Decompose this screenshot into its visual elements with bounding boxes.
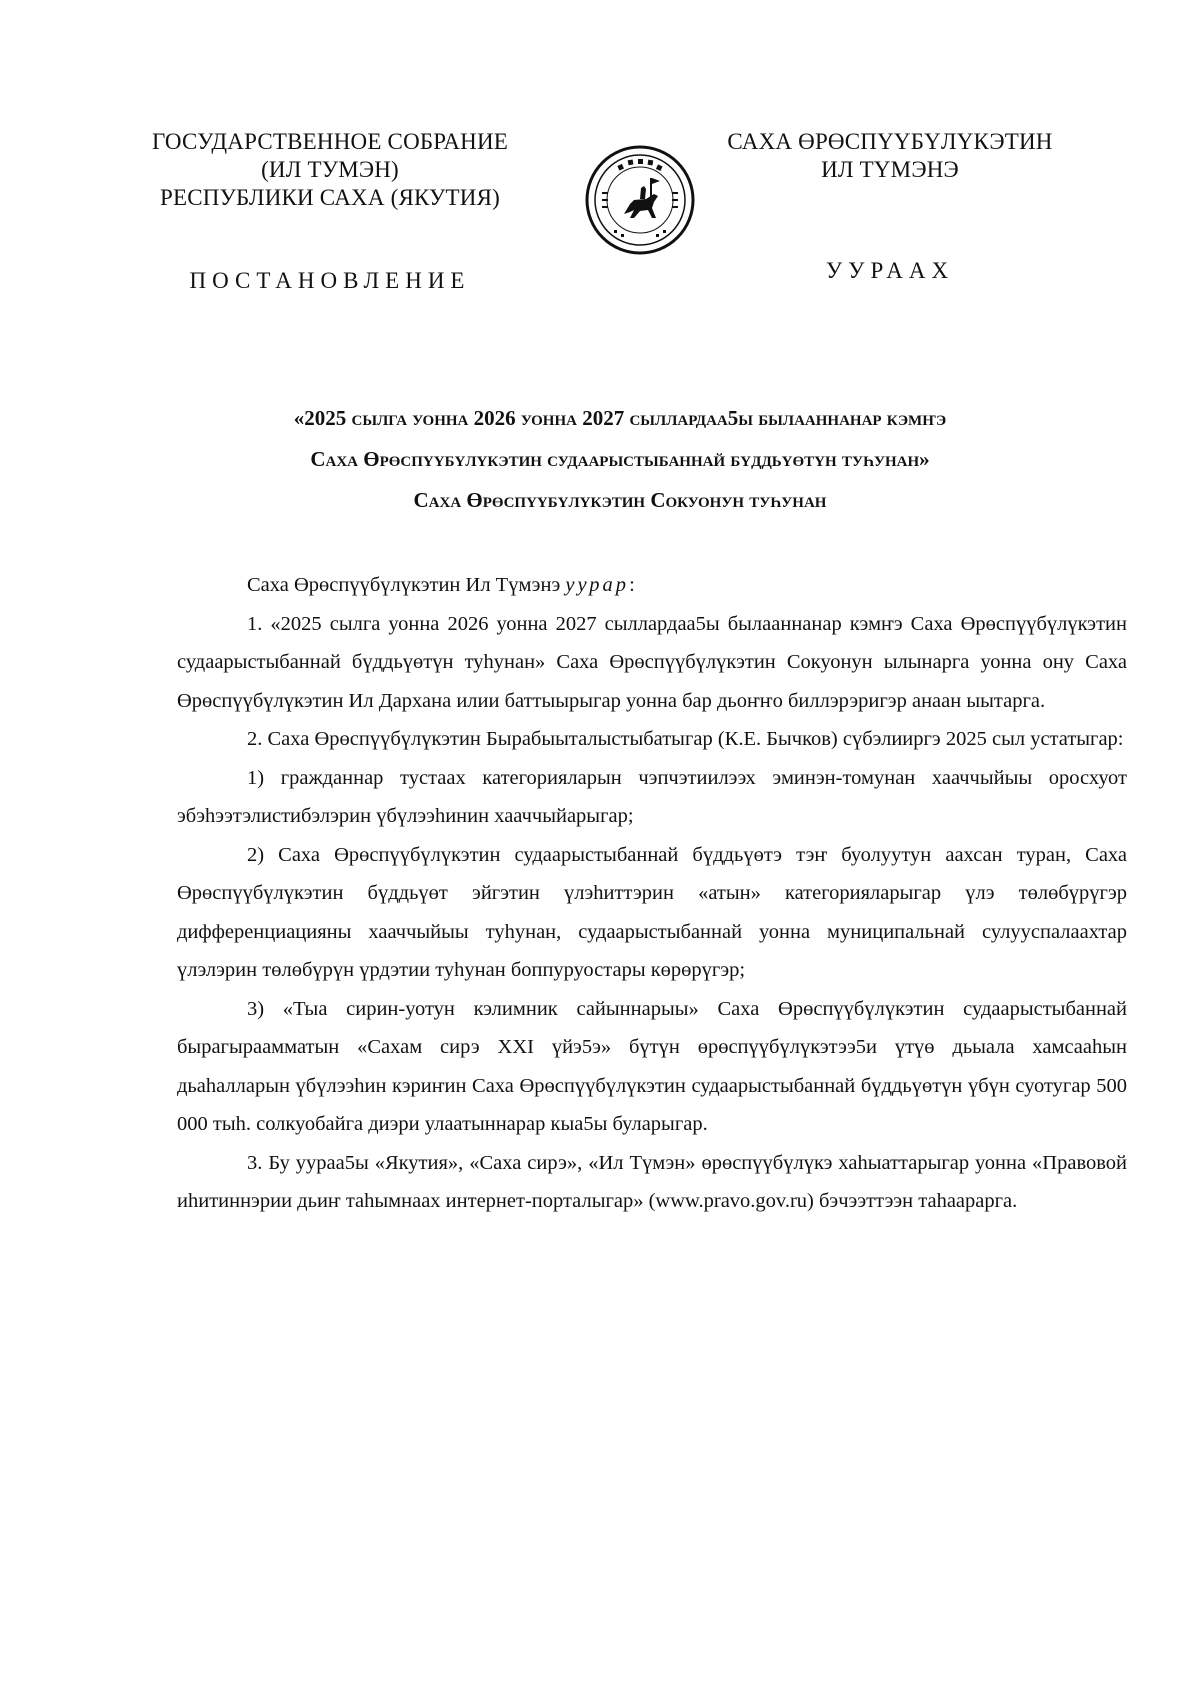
paragraph-2-item-3: 3) «Тыа сирин-уотун кэлимник сайыннарыы» Саха Өрөспүүбүлүкэтин судаарыстыбаннай бырагыраамматын «Сахам сирэ XXI үйэ5э» бүтүн өрөспүүбүлүкэтээ5и үтүө дьыала хамсааһын дьаһалларын үбүлээһин кэриҥин Саха Өрөспүүбүлүкэтин судаарыстыбаннай бүддьүөтүн үбүн суотугар 500 000 тыһ. солкуобайга диэри улаатыннарар кыа5ы буларыгар. [177, 997, 1127, 1135]
paragraph-2-item-1: 1) гражданнар тустаах категорияларын чэпчэтиилээх эминэн-томунан хааччыйыы оросхуот эбэһээтэлистибэлэрин үбүлээһинин хааччыйарыгар; [177, 766, 1127, 827]
paragraph-3: 3. Бу уураа5ы «Якутия», «Саха сирэ», «Ил Түмэн» өрөспүүбүлүкэ хаһыаттарыгар уонна «Правовой иһитиннэрии дьиҥ таһымнаах интернет-порталыгар» (www.pravo.gov.ru) бэчээттээн таһаарарга. [177, 1151, 1127, 1212]
intro-paragraph [177, 566, 1127, 605]
title-line-1: «2025 сылга уонна 2026 уонна 2027 сыллардаа5ы былааннанар кэмҥэ [293, 406, 947, 430]
header-right-org [690, 128, 1090, 184]
paragraph-1: 1. «2025 сылга уонна 2026 уонна 2027 сыллардаа5ы былааннанар кэмҥэ Саха Өрөспүүбүлүкэтин судаарыстыбаннай бүддьүөтүн туһунан» Саха Өрөспүүбүлүкэтин Сокуонун ылынарга уонна ону Саха Өрөспүүбүлүкэтин Ил Дархана илии баттыырыгар уонна бар дьоҥҥо биллэрэригэр анаан ыытарга. [177, 612, 1127, 712]
intro-verb: уурар [565, 574, 630, 596]
header-left-line-1: ГОСУДАРСТВЕННОЕ СОБРАНИЕ [151, 129, 509, 154]
paragraph-2: 2. Саха Өрөспүүбүлүкэтин Бырабыыталыстыбатыгар (К.Е. Бычков) сүбэлииргэ 2025 сыл устатыгар: [247, 728, 1124, 750]
title-line-3: Саха Өрөспүүбүлүкэтин Сокуонун туһунан [413, 488, 827, 512]
doc-type-left: ПОСТАНОВЛЕНИЕ [189, 268, 471, 293]
title-line-2: Саха Өрөспүүбүлүкэтин судаарыстыбаннай бүддьүөтүн туһунан» [310, 447, 930, 471]
sakha-coat-of-arms-icon [584, 144, 696, 256]
document-body [177, 566, 1127, 1221]
header-right-line-2: ИЛ ТҮМЭНЭ [821, 157, 959, 182]
doc-type-right: УУРААХ [825, 258, 955, 283]
header-left-org [110, 128, 550, 212]
intro-suffix: : [629, 574, 635, 596]
header-right-line-1: САХА ӨРӨСПҮҮБҮЛҮКЭТИН [727, 129, 1053, 154]
intro-prefix: Саха Өрөспүүбүлүкэтин Ил Түмэнэ [247, 574, 566, 596]
header-left-line-3: РЕСПУБЛИКИ САХА (ЯКУТИЯ) [159, 185, 501, 210]
header-left-line-2: (ИЛ ТУМЭН) [261, 157, 399, 182]
paragraph-2-item-2: 2) Саха Өрөспүүбүлүкэтин судаарыстыбаннай бүддьүөтэ тэҥ буолуутун аахсан туран, Саха Өрөспүүбүлүкэтин бүддьүөт эйгэтин үлэһиттэрин «атын» категорияларыгар үлэ төлөбүрүгэр дифференциацияны хааччыйыы туһунан, судаарыстыбаннай уонна муниципальнай сулууспалаахтар үлэлэрин төлөбүрүн үрдэтии туһунан боппуруостары көрөрүгэр; [177, 843, 1127, 981]
document-title [150, 398, 1090, 521]
